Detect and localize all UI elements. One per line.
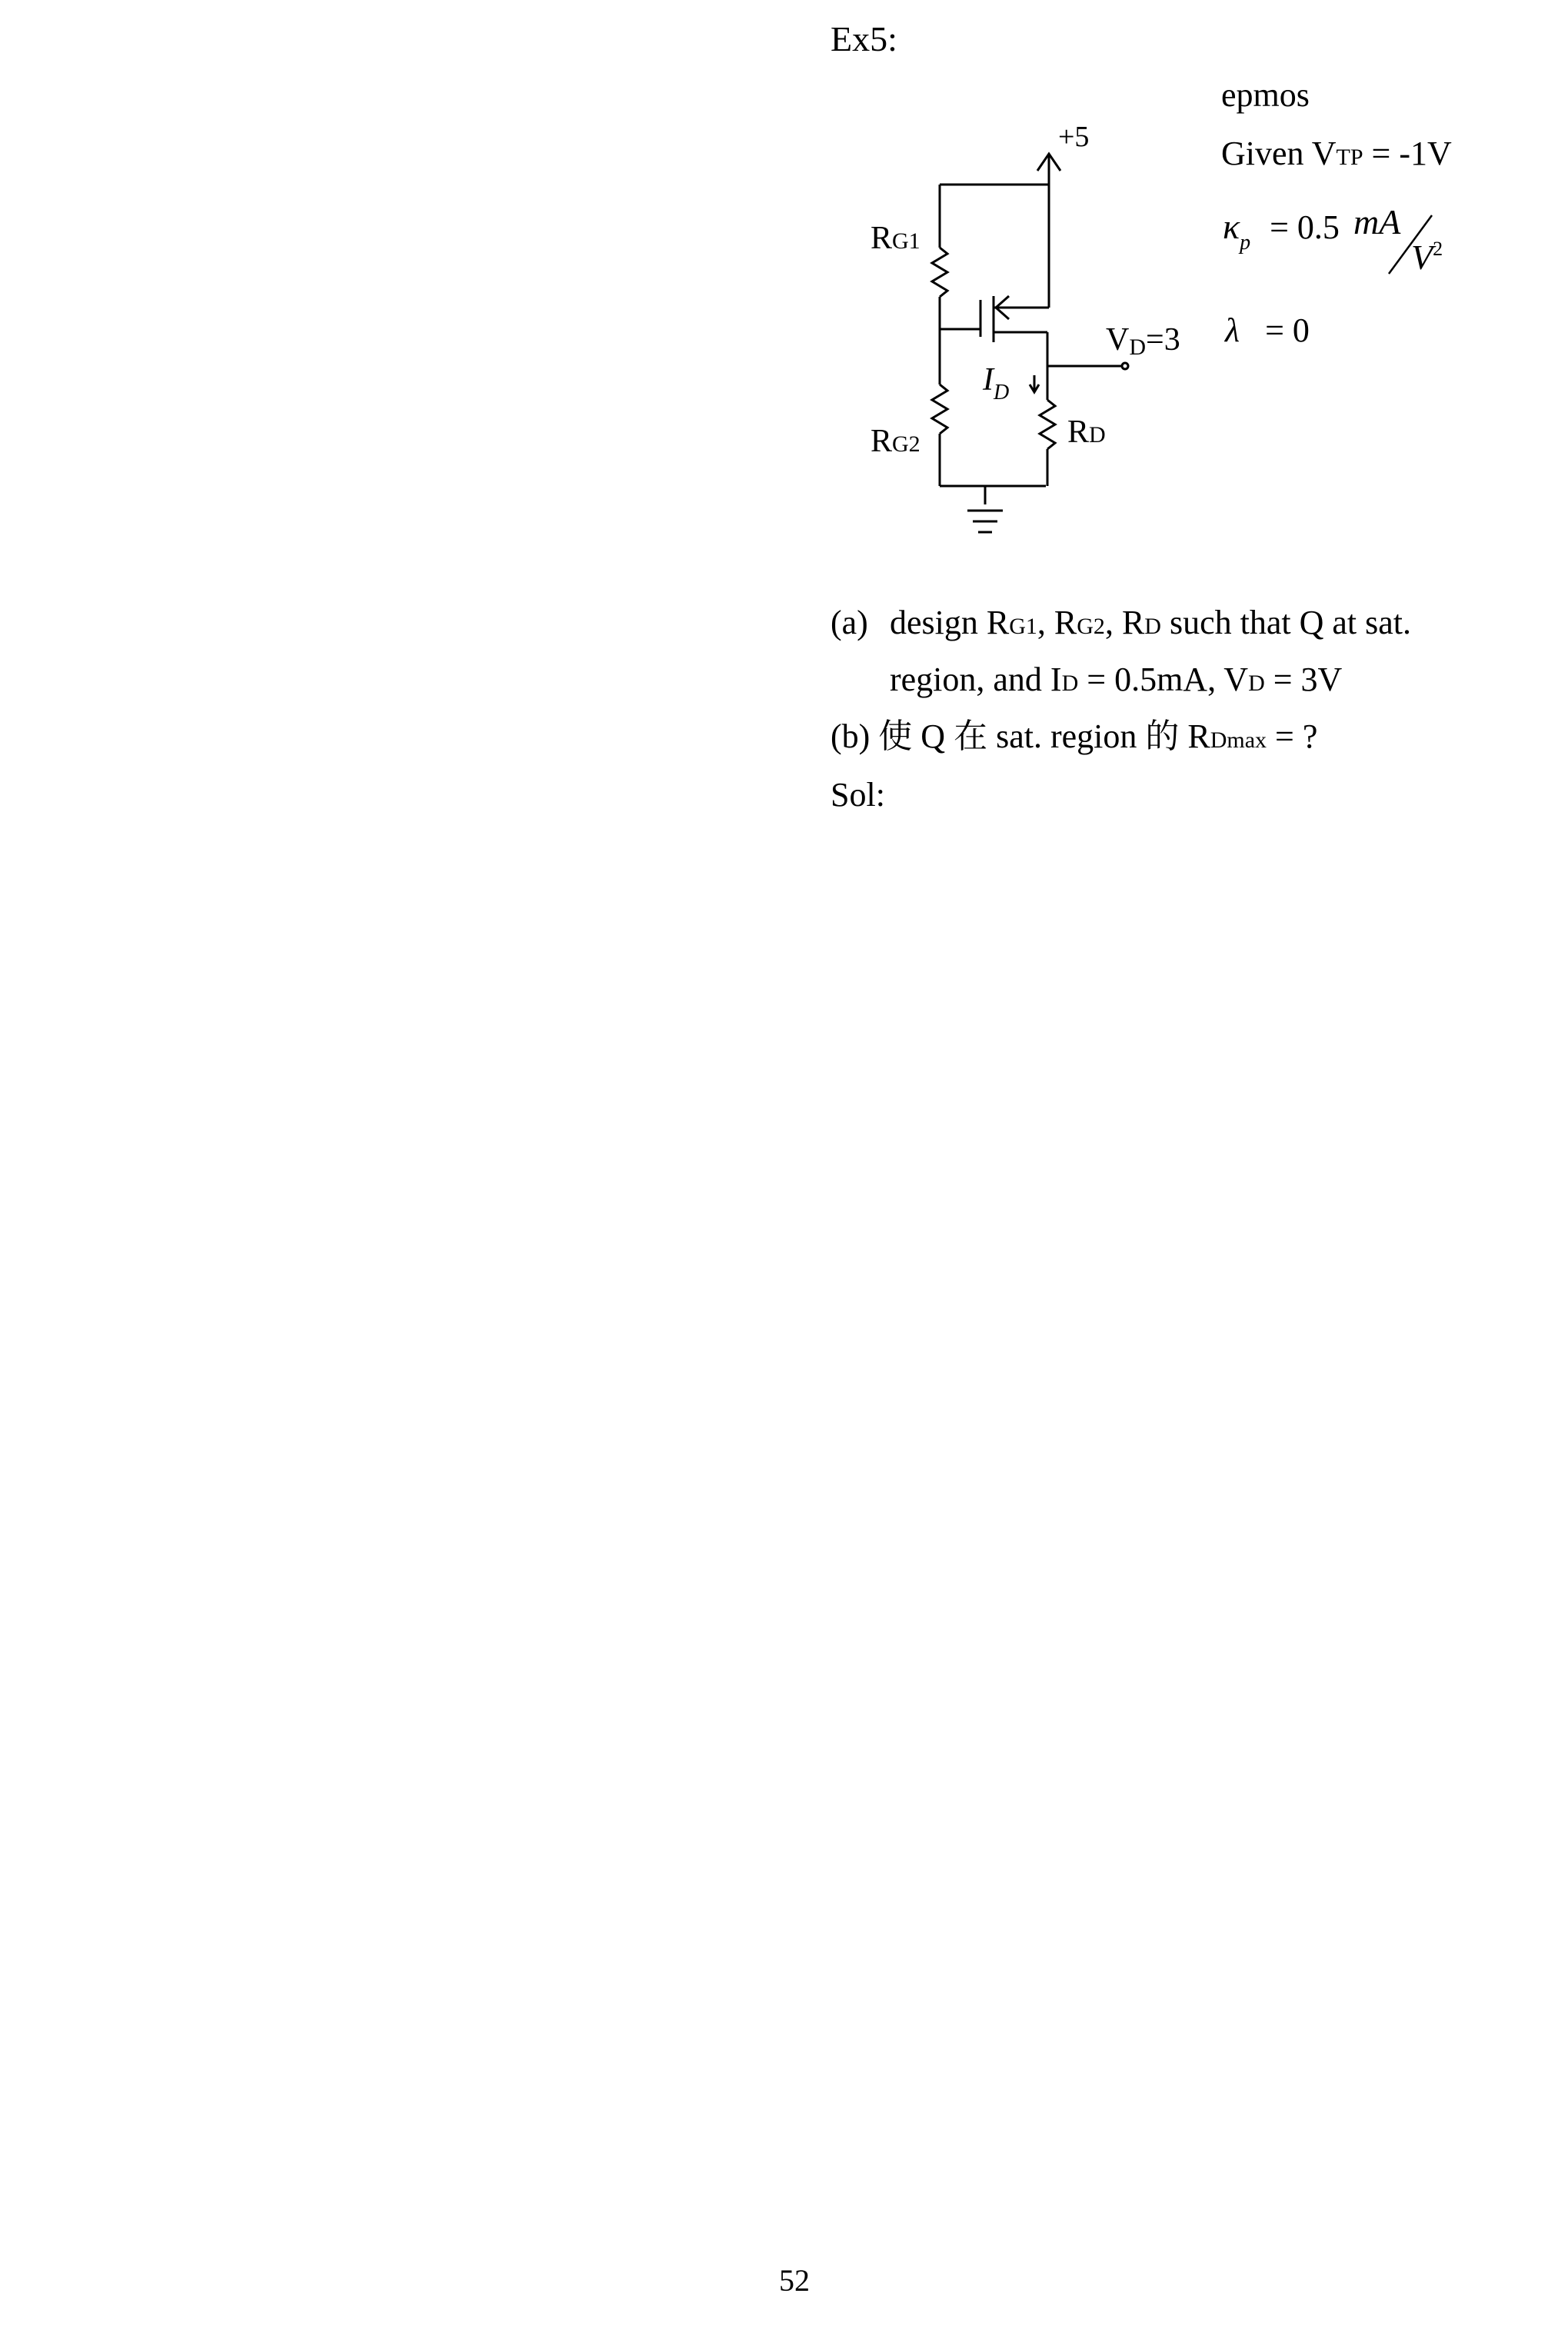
b-t2: = ? (1267, 717, 1318, 755)
question-a-line2 (890, 663, 1342, 697)
vd-label (1106, 321, 1180, 358)
id-sub: D (994, 381, 1010, 404)
a1-t2: , R (1037, 604, 1077, 641)
lambda-value: = 0 (1265, 311, 1310, 349)
rg1-main: R (871, 221, 893, 256)
question-a-label: (a) (831, 604, 868, 641)
kappa-value: = 0.5 (1270, 208, 1340, 246)
vtp-value: = -1V (1363, 135, 1452, 172)
kappa-unit-v: V (1411, 238, 1433, 277)
a2-t1: region, and I (890, 661, 1062, 698)
a2-t2: = 0.5mA, V (1078, 661, 1249, 698)
rg1-label (871, 220, 920, 257)
vtp-subscript: TP (1336, 145, 1363, 170)
rd-sub: D (1089, 422, 1106, 448)
vd-value: =3 (1146, 322, 1180, 358)
kappa-unit-numerator: mA (1353, 202, 1401, 241)
lambda-symbol: λ (1225, 311, 1240, 349)
rd-main: R (1067, 414, 1090, 450)
a1-s2: G2 (1077, 614, 1105, 639)
kappa-unit-exponent: 2 (1433, 238, 1443, 260)
example-title: Ex5: (831, 19, 897, 58)
a2-s2: D (1248, 671, 1265, 696)
id-main: I (983, 362, 994, 398)
rd-label (1067, 414, 1106, 451)
rg1-resistor (932, 248, 947, 297)
id-label (983, 361, 1010, 404)
kappa-subscript: p (1240, 231, 1251, 255)
vd-main: V (1106, 322, 1130, 358)
rd-resistor (1040, 400, 1055, 449)
supply-label: +5 (1058, 121, 1090, 153)
rg2-main: R (871, 424, 893, 459)
a1-t4: such that Q at sat. (1160, 604, 1412, 641)
a2-s1: D (1061, 671, 1079, 696)
a2-t3: = 3V (1264, 661, 1343, 698)
kappa-symbol: κ (1223, 207, 1240, 246)
device-type: epmos (1221, 76, 1310, 114)
a1-t3: , R (1104, 604, 1145, 641)
a1-s1: G1 (1009, 614, 1037, 639)
vd-sub: D (1129, 335, 1147, 360)
question-a-line1 (890, 606, 1411, 640)
rg1-sub: G1 (892, 228, 920, 254)
question-b-line (831, 717, 1318, 755)
page-number: 52 (779, 2263, 810, 2298)
rg2-label (871, 423, 920, 460)
rg2-resistor (932, 384, 947, 434)
a1-s3: D (1144, 614, 1161, 639)
a1-t1: design R (890, 604, 1010, 641)
solution-label: Sol: (831, 776, 885, 814)
b-t1: (b) 使 Q 在 sat. region 的 R (831, 717, 1210, 755)
rg2-sub: G2 (892, 431, 920, 457)
b-s1: Dmax (1210, 727, 1267, 753)
vtp-prefix: Given V (1221, 135, 1337, 172)
